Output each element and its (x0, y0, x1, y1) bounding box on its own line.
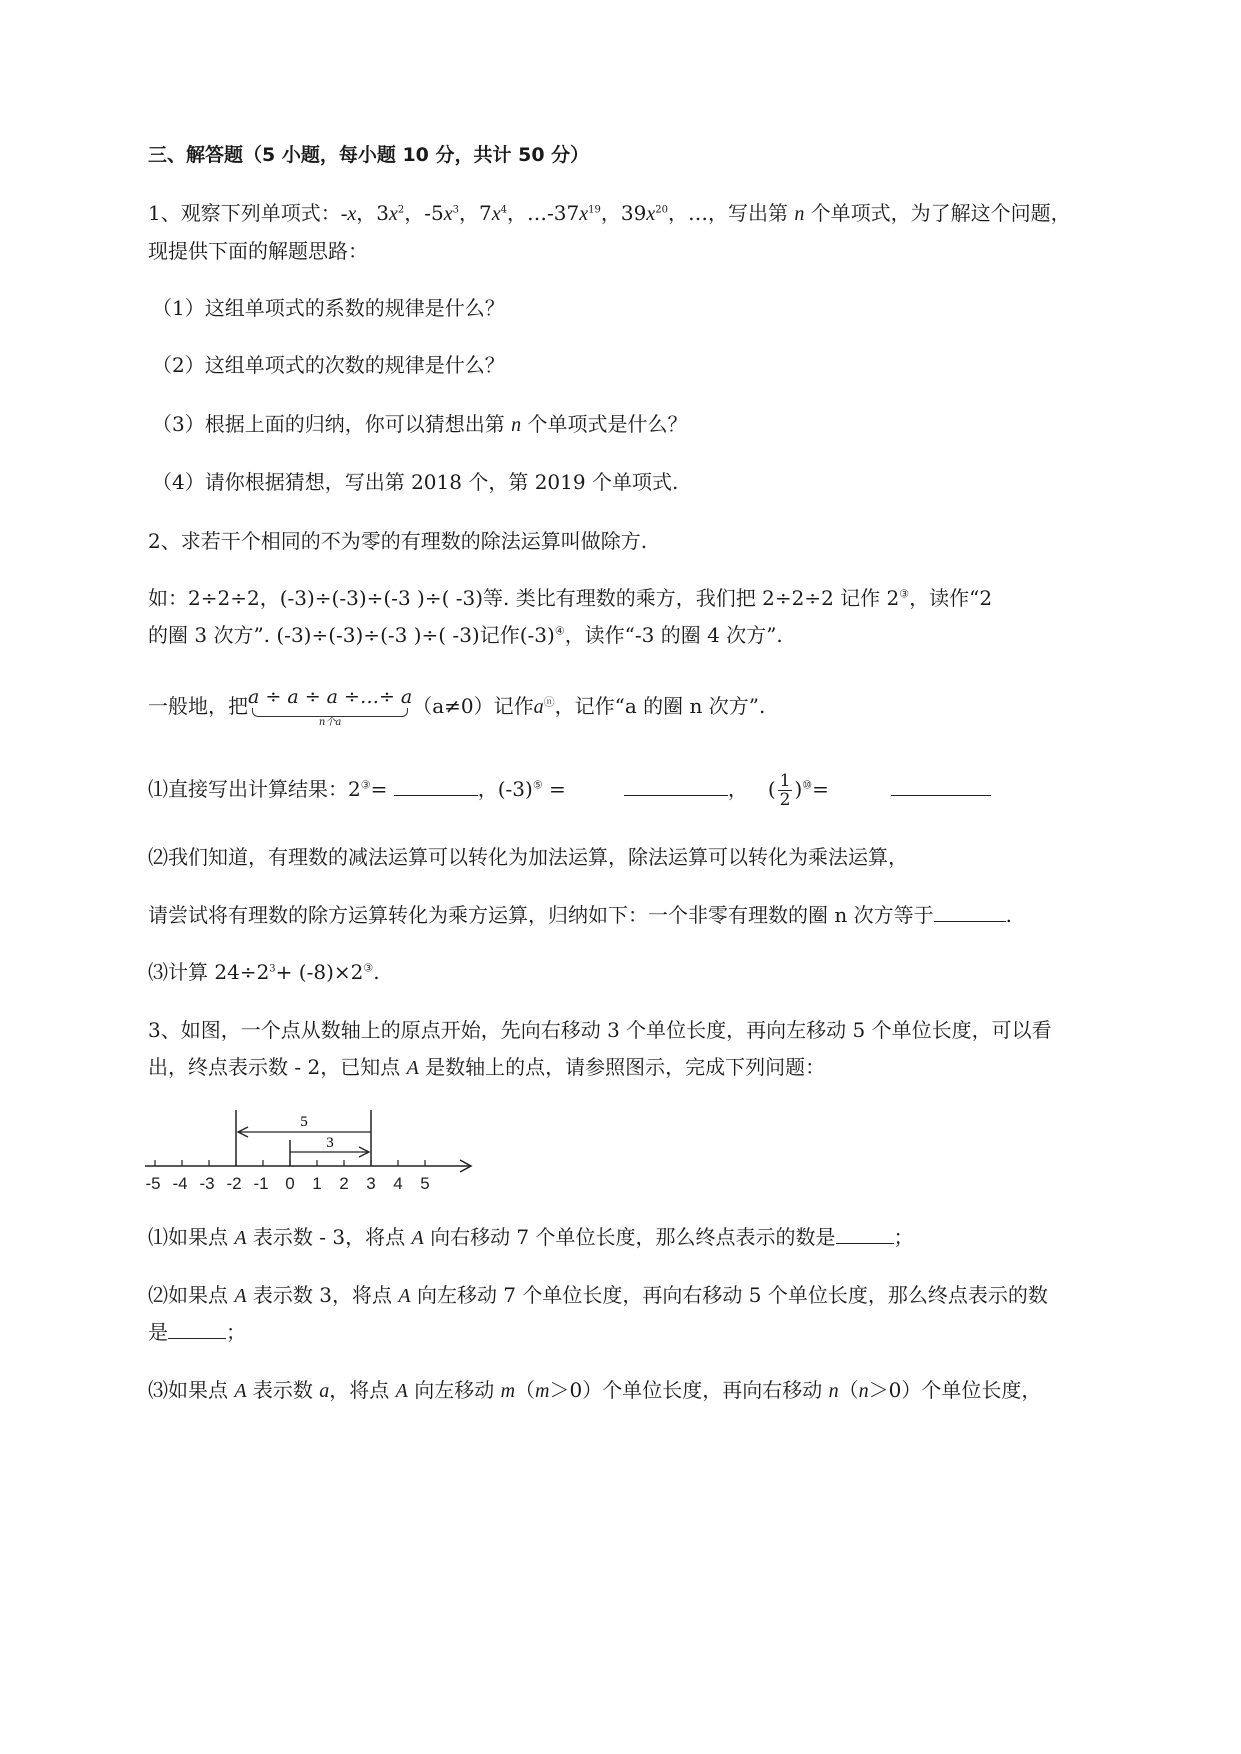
q2-ex2-circle: ④ (554, 624, 565, 638)
q2-p3-b: + (-8)×2 (275, 960, 364, 984)
fraction-numerator: 1 (779, 771, 791, 791)
q1-term-4-var: x (491, 203, 501, 225)
underbrace-label: n个a (318, 717, 342, 728)
q2-ex2-b: ，读作“-3 的圈 4 次方”. (564, 623, 783, 647)
q2-p3-circle: ③ (363, 961, 374, 975)
q1-intro: 1、观察下列单项式： (148, 201, 341, 225)
q2-ex1-a: 如：2÷2÷2，(-3)÷(-3)÷(-3 )÷( -3)等. 类比有理数的乘方，我们把 2÷2÷2 记作 2 (148, 586, 900, 610)
q3-p1-d: ； (893, 1225, 914, 1249)
q1-sub-3-a: （3）根据上面的归纳，你可以猜想出第 (152, 412, 512, 436)
fraction-one-half (778, 772, 793, 809)
q3-p3-point-2: A (395, 1380, 408, 1402)
q3-p2-c: 向左移动 7 个单位长度，再向右移动 5 个单位长度，那么终点表示的数 (410, 1283, 1048, 1307)
q3-part-2 (148, 1281, 1048, 1310)
q1-term-6-exp: 20 (655, 204, 668, 216)
q2-p1-a: ⑴直接写出计算结果：2 (148, 777, 361, 801)
q3-part-1 (148, 1223, 914, 1252)
tick-label: 2 (339, 1174, 349, 1193)
q1-term-2-exp: 2 (397, 204, 405, 216)
q3-p3-n-var-2: n (858, 1380, 869, 1402)
q2-p1-d: ，(-3) (477, 777, 533, 801)
tick-label: 4 (393, 1174, 403, 1193)
q2-p1-circle-3: ⑩ (802, 778, 813, 792)
q3-p3-h: ＞0）个单位长度， (868, 1378, 1042, 1402)
q3-p1-c: 向右移动 7 个单位长度，那么终点表示的数是 (423, 1225, 836, 1249)
q2-gen-b: （a≠0）记作 (412, 694, 534, 718)
q3-p3-c: ，将点 (329, 1378, 396, 1402)
q3-p3-f: ＞0）个单位长度，再向右移动 (549, 1378, 829, 1402)
q2-gen-c: ，记作“a 的圈 n 次方”. (554, 694, 766, 718)
q2-p1-paren-close: ) (794, 777, 803, 801)
tick-label: -5 (145, 1174, 161, 1193)
q3-p3-b: 表示数 (246, 1378, 320, 1402)
q1-term-3-var: x (443, 203, 453, 225)
underbrace-icon (252, 708, 408, 717)
q1-term-6-coef: 39 (620, 201, 647, 225)
q3-p1-a: ⑴如果点 (148, 1225, 235, 1249)
number-line-figure (140, 1108, 500, 1218)
q2-ex1-b: ，读作“2 (909, 586, 993, 610)
q1-term-5-exp: 19 (588, 204, 601, 216)
q2-part-2-line-2: 请尝试将有理数的除方运算转化为乘方运算，归纳如下：一个非零有理数的圈 n 次方等于 . (148, 903, 1012, 927)
q3-p1-b: 表示数 - 3，将点 (246, 1225, 412, 1249)
q1-n-var: n (794, 203, 805, 225)
q3-part-3 (148, 1376, 1041, 1405)
q2-ex1-circle: ③ (899, 587, 910, 601)
q2-gen-a-var: a (533, 696, 544, 718)
tick-label: 3 (366, 1174, 376, 1193)
q3-part-2-line-2 (148, 1318, 246, 1346)
q2-part-1 (148, 772, 991, 809)
q1-term-4-exp: 4 (500, 204, 508, 216)
label-3: 3 (326, 1135, 334, 1151)
q3-p3-e: （ (515, 1378, 536, 1402)
underbrace-expr: a ÷ a ÷ a ÷…÷ a (248, 686, 413, 708)
fraction-denominator: 2 (779, 790, 791, 810)
q2-example-line-1 (148, 584, 992, 612)
q1-sub-3-n: n (511, 414, 522, 436)
q1-sub-1: （1）这组单项式的系数的规律是什么？ (152, 296, 505, 320)
q2-ex2-a: 的圈 3 次方”. (-3)÷(-3)÷(-3 )÷( -3)记作(-3) (148, 623, 555, 647)
q1-line-2: 现提供下面的解题思路： (148, 239, 368, 263)
q1-term-2-coef: 3 (376, 201, 390, 225)
q3-p2-point: A (234, 1285, 247, 1307)
q3-p3-m-var: m (500, 1380, 516, 1402)
q3-point-a: A (406, 1057, 419, 1079)
q3-p2-d: 是 (148, 1320, 168, 1344)
q3-p2-a: ⑵如果点 (148, 1283, 235, 1307)
q3-p2-e: ； (226, 1320, 246, 1344)
q3-p3-g: （ (838, 1378, 859, 1402)
q1-tail-a: ，…，写出第 (667, 201, 795, 225)
q2-general-line (148, 686, 765, 729)
q2-p3-d: . (373, 960, 380, 984)
tick-label: -3 (199, 1174, 215, 1193)
q2-part-2: ⑵我们知道，有理数的减法运算可以转化为加法运算，除法运算可以转化为乘法运算， (148, 845, 908, 869)
q1-term-4-coef: 7 (479, 201, 492, 225)
q2-p1-i: = (812, 777, 829, 801)
q1-sub-3-b: 个单项式是什么？ (521, 412, 688, 436)
q3-p3-a-var: a (319, 1380, 330, 1402)
q3-p3-d: 向左移动 (407, 1378, 501, 1402)
tick-label: 1 (312, 1174, 322, 1193)
q3-p2-point-2: A (398, 1285, 411, 1307)
answer-blank-3[interactable] (891, 777, 991, 796)
q1-term-3-coef: -5 (424, 201, 444, 225)
q1-term-5-var: x (579, 203, 589, 225)
answer-blank-6[interactable] (168, 1320, 226, 1339)
q1-sub-2: （2）这组单项式的次数的规律是什么？ (152, 353, 505, 377)
q1-term-1: -x (340, 203, 357, 225)
section-title: 三、解答题（5 小题，每小题 10 分，共计 50 分） (148, 144, 590, 166)
answer-blank-5[interactable] (836, 1225, 894, 1244)
q2-p1-paren-open: ( (767, 777, 776, 801)
q2-gen-circle: ⓝ (543, 695, 555, 709)
q2-intro: 2、求若干个相同的不为零的有理数的除法运算叫做除方. (148, 529, 648, 553)
q2-p1-f: ， (727, 777, 748, 801)
q2-p2-b: 请尝试将有理数的除方运算转化为乘方运算，归纳如下：一个非零有理数的圈 n 次方等于 (148, 903, 934, 927)
q2-p1-b: = (370, 777, 394, 801)
tick-label: -1 (253, 1174, 269, 1193)
q3-p3-a: ⑶如果点 (148, 1378, 235, 1402)
q3-intro-2 (148, 1053, 825, 1082)
answer-blank-2[interactable] (624, 777, 728, 796)
q2-part-3 (148, 958, 380, 986)
q2-p1-circle-1: ③ (360, 778, 371, 792)
q2-gen-a: 一般地，把 (148, 694, 248, 718)
q1-term-3-exp: 3 (452, 204, 460, 216)
q3-p2-b: 表示数 3，将点 (246, 1283, 399, 1307)
answer-blank-1[interactable] (394, 777, 478, 796)
q2-p1-e: = (542, 777, 566, 801)
q1-sub-3 (152, 410, 687, 439)
q3-intro-2a: 出，终点表示数 - 2，已知点 (148, 1055, 407, 1079)
q1-sub-4: （4）请你根据猜想，写出第 2018 个，第 2019 个单项式. (152, 470, 679, 494)
q3-p1-point: A (234, 1227, 247, 1249)
tick-label: 5 (420, 1174, 430, 1193)
q3-p3-point: A (234, 1380, 247, 1402)
q3-intro-1: 3、如图，一个点从数轴上的原点开始，先向右移动 3 个单位长度，再向左移动 5 个单位长度，可以看 (148, 1018, 1052, 1042)
q1-line-1: 1、观察下列单项式：-x，$3x^2$，$-5x^3$，$7x^4$，$\dots-37x^{19}$，$39x^{20}$，…，写出第 n 个单项式，为了解这个问题， (148, 201, 1071, 225)
tick-label: -4 (172, 1174, 188, 1193)
q2-p3-exp: 3 (269, 963, 276, 975)
q1-tail-b: 个单项式，为了解这个问题， (804, 201, 1071, 225)
answer-blank-4[interactable] (934, 903, 1006, 922)
q3-intro-2b: 是数轴上的点，请参照图示，完成下列问题： (418, 1055, 826, 1079)
q3-p3-m-var-2: m (535, 1380, 550, 1402)
q1-term-2-var: x (389, 203, 398, 225)
tick-label: -2 (226, 1174, 242, 1193)
q2-p1-circle-2: ⑤ (532, 778, 543, 792)
underbrace-expression (248, 686, 412, 729)
q2-example-line-2 (148, 621, 783, 649)
q3-p3-n-var: n (828, 1380, 839, 1402)
q3-p1-point-2: A (411, 1227, 424, 1249)
q2-p3-a: ⑶计算 24÷2 (148, 960, 270, 984)
q1-term-6-var: x (646, 203, 656, 225)
q1-term-5-coef: …-37 (527, 201, 580, 225)
label-5: 5 (300, 1114, 308, 1130)
tick-label: 0 (285, 1174, 295, 1193)
